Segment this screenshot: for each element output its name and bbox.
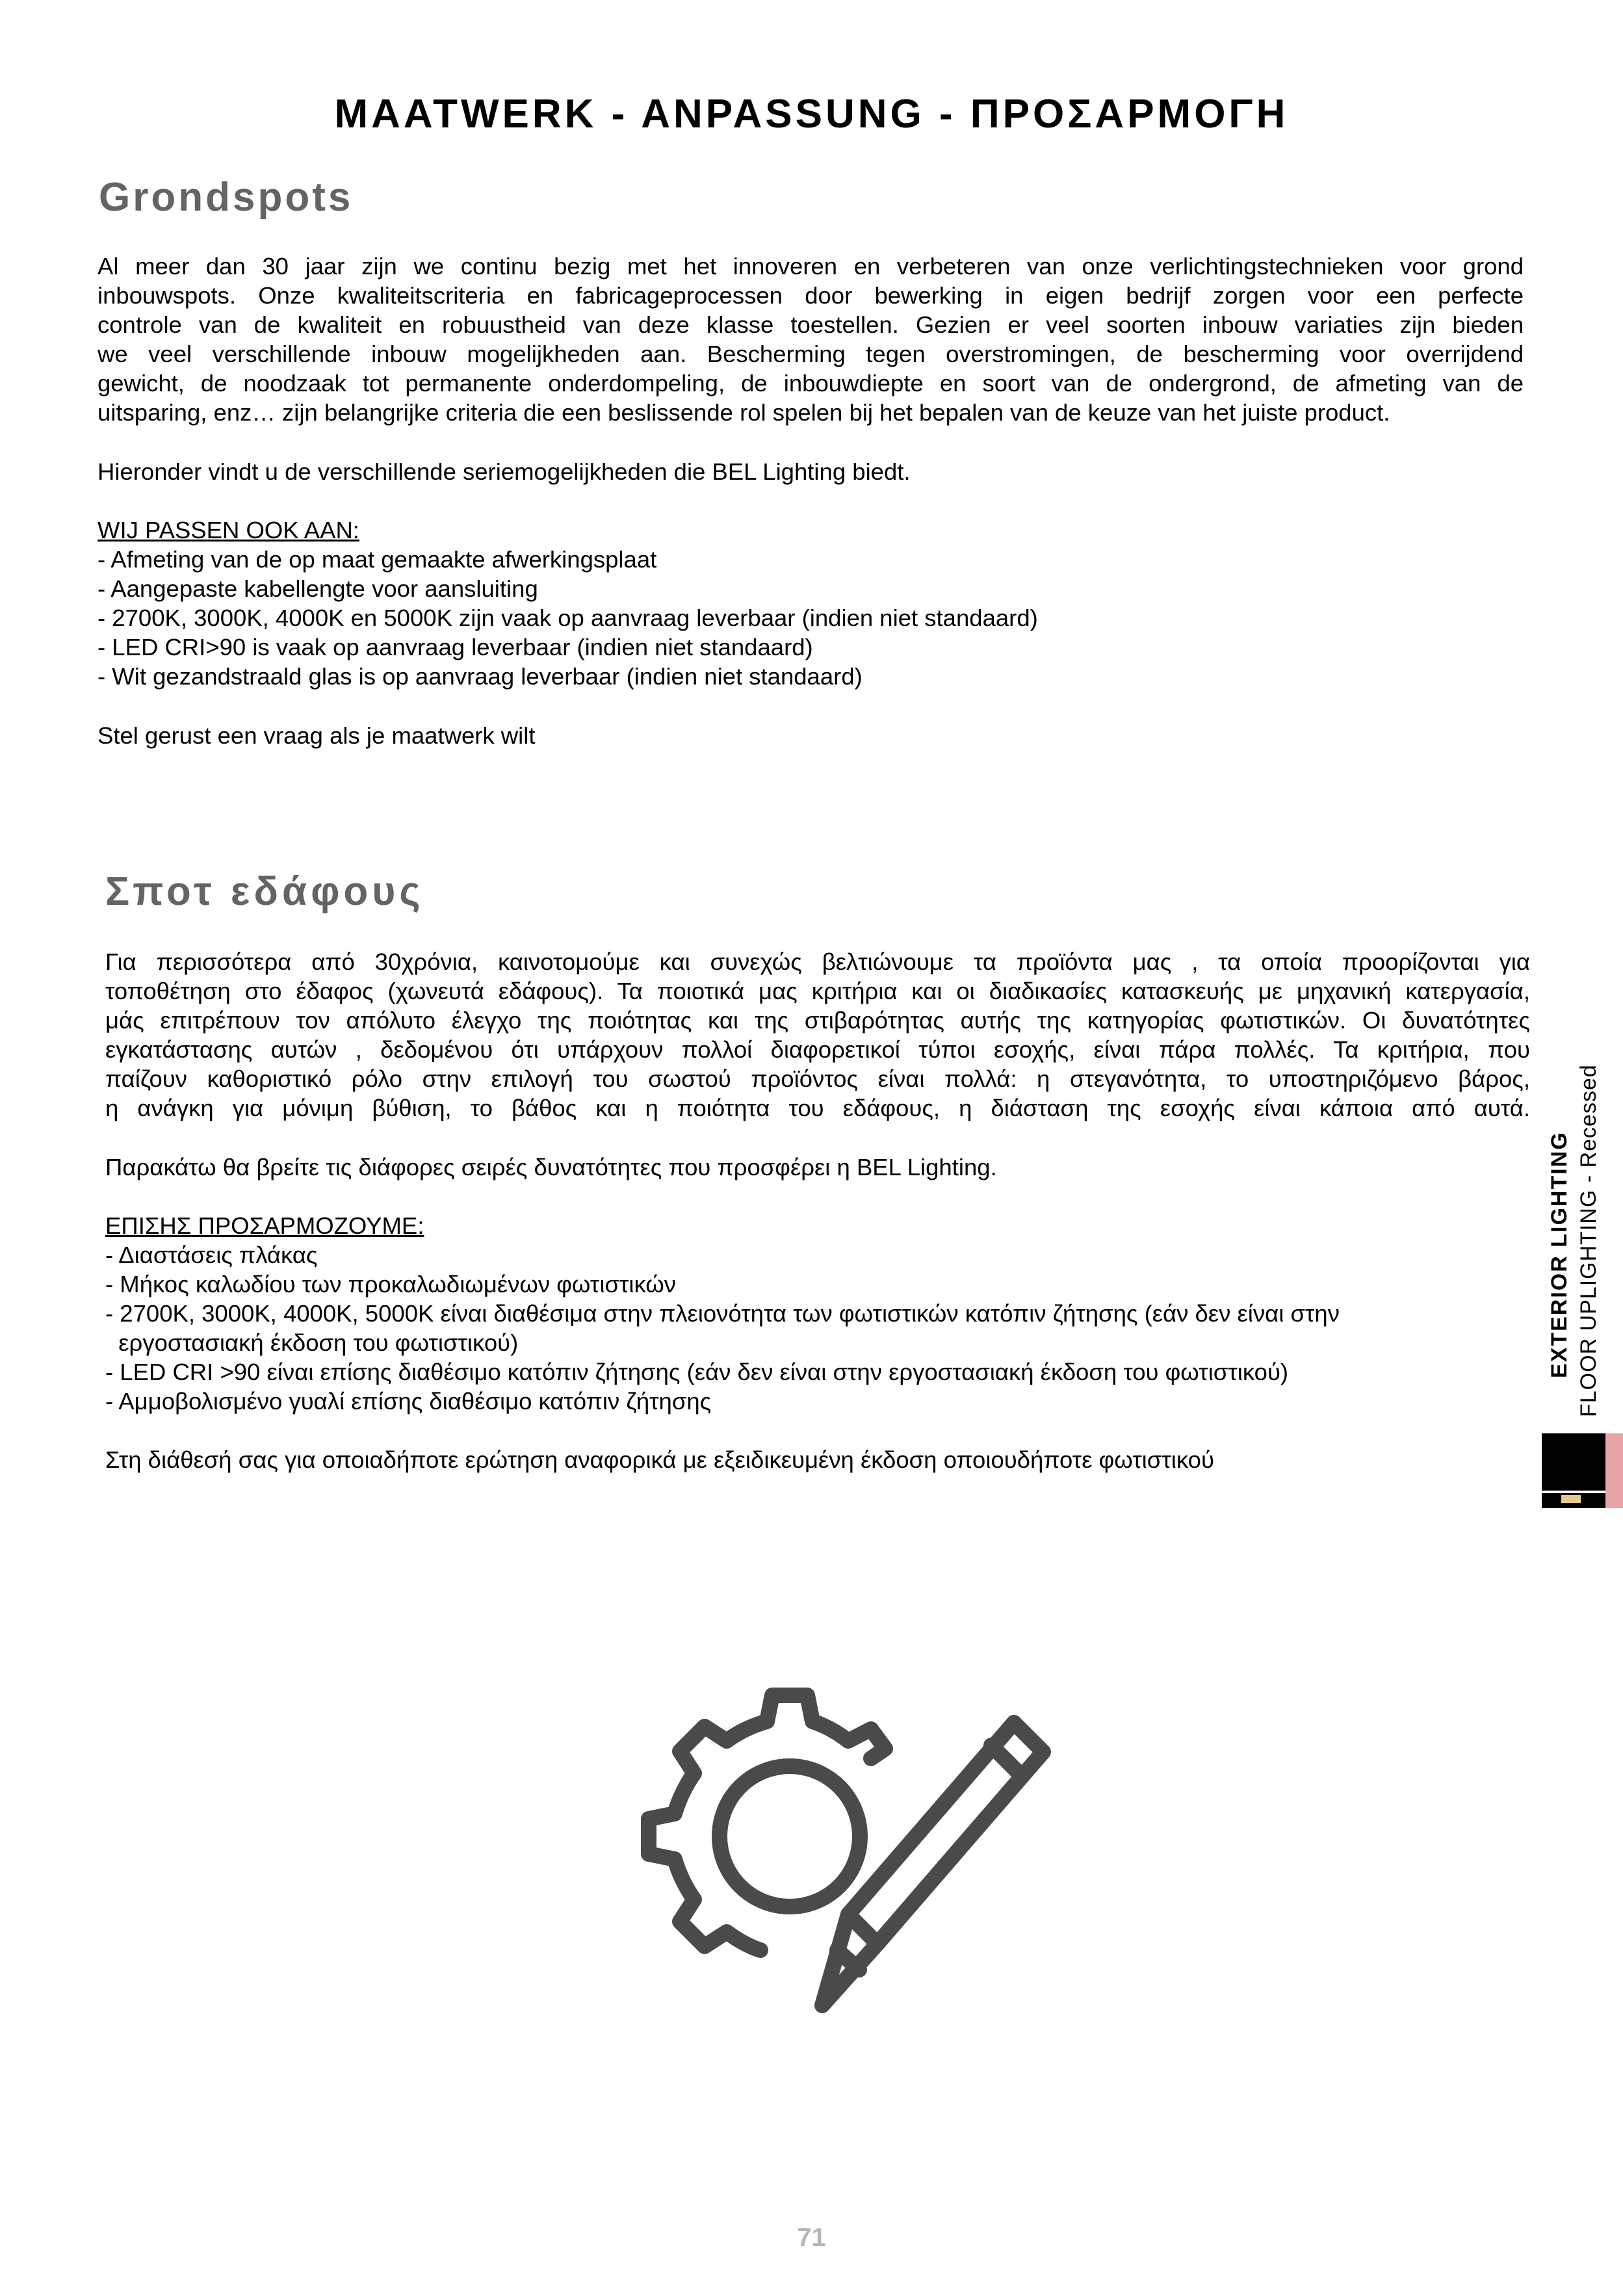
list-heading-nl: WIJ PASSEN OOK AAN:: [97, 517, 359, 543]
paragraph-line: τοποθέτηση στο έδαφος (χωνευτά εδάφους). Τα ποιοτικά μας κριτήρια και οι διαδικασίες κατασκευής με μηχανική κατεργασία,: [105, 978, 1530, 1004]
paragraph-line: gewicht, de noodzaak tot permanente onderdompeling, de inbouwdiepte en soort van de ondergrond, de afmeting van de: [97, 370, 1524, 397]
list-item: - Διαστάσεις πλάκας: [105, 1242, 318, 1268]
side-tab-gold-mark: [1561, 1495, 1581, 1503]
list-item: - Wit gezandstraald glas is op aanvraag leverbaar (indien niet standaard): [97, 663, 863, 690]
paragraph-line: Al meer dan 30 jaar zijn we continu bezig met het innoveren en verbeteren van onze verlichtingstechnieken voor grond: [97, 253, 1524, 280]
paragraph-line: παίζουν καθοριστικό ρόλο στην επιλογή του σωστού προϊόντος είναι πολλά: η στεγανότητα, το υποστηριζόμενο βάρος,: [105, 1065, 1530, 1092]
paragraph-line: we veel verschillende inbouw mogelijkheden aan. Bescherming tegen overstromingen, de bescherming voor overrijdend: [97, 341, 1524, 367]
list-item: - Aangepaste kabellengte voor aansluiting: [97, 575, 538, 602]
intro-gr: Παρακάτω θα βρείτε τις διάφορες σειρές δυνατότητες που προσφέρει η BEL Lighting.: [105, 1154, 997, 1181]
list-item: εργοστασιακή έκδοση του φωτιστικού): [105, 1329, 519, 1356]
side-tab-category: EXTERIOR LIGHTING: [1547, 1131, 1572, 1378]
section-heading-nl: Grondspots: [99, 175, 354, 220]
paragraph-line: η ανάγκη για μόνιμη βύθιση, το βάθος και η ποιότητα του εδάφους, η διάσταση της εσοχής είναι κάποια από αυτά.: [105, 1095, 1530, 1121]
list-item: - 2700K, 3000K, 4000K, 5000K είναι διαθέσιμα στην πλειονότητα των φωτιστικών κατόπιν ζήτησης (εάν δεν είναι στην: [105, 1300, 1340, 1327]
side-tab-divider: [1542, 1491, 1605, 1493]
closing-nl: Stel gerust een vraag als je maatwerk wilt: [97, 722, 536, 749]
page-number: 71: [797, 2223, 826, 2252]
intro-nl: Hieronder vindt u de verschillende seriemogelijkheden die BEL Lighting biedt.: [97, 458, 911, 485]
list-item: - 2700K, 3000K, 4000K en 5000K zijn vaak op aanvraag leverbaar (indien niet standaard): [97, 605, 1038, 631]
gear-pencil-icon: [565, 1645, 1059, 2074]
paragraph-line: μάς επιτρέπουν τον απόλυτο έλεγχο της ποιότητας και της στιβαρότητας αυτής της κατηγορίας φωτιστικών. Οι δυνατότητες: [105, 1007, 1530, 1034]
list-heading-gr: ΕΠΙΣΗΣ ΠΡΟΣΑΡΜΟΖΟΥΜΕ:: [105, 1212, 424, 1239]
list-nl: [97, 515, 1524, 691]
list-item: - Αμμοβολισμένο γυαλί επίσης διαθέσιμο κατόπιν ζήτησης: [105, 1388, 712, 1415]
paragraph-line: controle van de kwaliteit en robuustheid van deze klasse toestellen. Gezien er veel soorten inbouw variaties zijn bieden: [97, 311, 1524, 338]
side-tab-subcategory: FLOOR UPLIGHTING - Recessed: [1576, 1064, 1601, 1417]
closing-gr: Στη διάθεσή σας για οποιαδήποτε ερώτηση αναφορικά με εξειδικευμένη έκδοση οποιουδήποτε φωτιστικού: [105, 1446, 1214, 1473]
paragraph-line: inbouwspots. Onze kwaliteitscriteria en fabricageprocessen door bewerking in eigen bedrijf zorgen voor een perfecte: [97, 282, 1524, 309]
paragraph-line: Για περισσότερα από 30χρόνια, καινοτομούμε και συνεχώς βελτιώνουμε τα προϊόντα μας , τα οποία προορίζονται για: [105, 948, 1530, 975]
list-item: - LED CRI >90 είναι επίσης διαθέσιμο κατόπιν ζήτησης (εάν δεν είναι στην εργοστασιακή έκδοση του φωτιστικού): [105, 1359, 1289, 1385]
paragraph-gr: [105, 947, 1530, 1123]
paragraph-line: εγκατάστασης αυτών , δεδομένου ότι υπάρχουν πολλοί διαφορετικοί τύποι εσοχής, είναι πάρα πολλές. Τα κριτήρια, που: [105, 1036, 1530, 1063]
section-heading-gr: Σποτ εδάφους: [105, 869, 424, 914]
paragraph-nl: [97, 252, 1524, 427]
list-item: - Μήκος καλωδίου των προκαλωδιωμένων φωτιστικών: [105, 1271, 677, 1298]
page-title: MAATWERK - ANPASSUNG - ΠΡΟΣΑΡΜΟΓΗ: [334, 92, 1289, 137]
side-tab-pink-strip: [1605, 1433, 1623, 1508]
paragraph-line: uitsparing, enz… zijn belangrijke criteria die een beslissende rol spelen bij het bepalen van de keuze van het juiste product.: [97, 399, 1390, 426]
list-item: - LED CRI>90 is vaak op aanvraag leverbaar (indien niet standaard): [97, 634, 813, 660]
list-item: - Afmeting van de op maat gemaakte afwerkingsplaat: [97, 546, 657, 573]
list-gr: [105, 1211, 1530, 1416]
